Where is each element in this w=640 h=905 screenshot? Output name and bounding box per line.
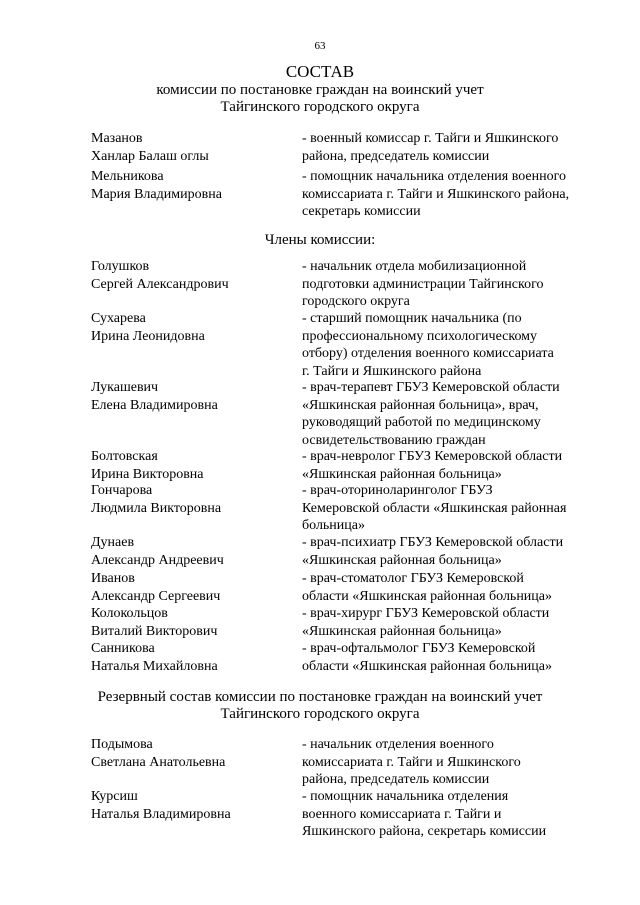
- person-name: [91, 448, 291, 483]
- person-surname: Дунаев: [91, 535, 135, 550]
- role-line: - врач-офтальмолог ГБУЗ Кемеровской: [302, 641, 536, 656]
- role-line: района, председатель комиссии: [302, 148, 490, 164]
- person-role: [302, 605, 602, 640]
- role-line: - начальник отдела мобилизационной: [302, 259, 527, 274]
- person-surname: Мазанов: [91, 131, 143, 146]
- person-name: [91, 605, 291, 640]
- role-line: больница»: [302, 518, 365, 534]
- person-name: [91, 310, 291, 345]
- subtitle-line: комиссии по постановке граждан на воинский учет: [156, 82, 484, 98]
- role-line: - врач-терапевт ГБУЗ Кемеровской области: [302, 380, 560, 395]
- person-role: [302, 258, 602, 311]
- role-line: военного комиссариата г. Тайги и: [302, 806, 502, 822]
- role-line: Яшкинского района, секретарь комиссии: [302, 824, 547, 840]
- person-given-name: Александр Сергеевич: [91, 588, 221, 604]
- person-name: [91, 788, 291, 823]
- person-role: [302, 482, 602, 535]
- person-role: [302, 640, 602, 675]
- role-line: комиссариата г. Тайги и Яшкинского района,: [302, 186, 570, 202]
- role-line: секретарь комиссии: [302, 204, 421, 220]
- role-line: освидетельствованию граждан: [302, 433, 486, 449]
- role-line: области «Яшкинская районная больница»: [302, 658, 553, 674]
- role-line: «Яшкинская районная больница»: [302, 623, 502, 639]
- role-line: - помощник начальника отделения военного: [302, 169, 566, 184]
- person-surname: Подымова: [91, 737, 153, 752]
- person-surname: Колокольцов: [91, 606, 168, 621]
- role-line: профессиональному психологическому: [302, 328, 538, 344]
- person-role: [302, 130, 602, 165]
- subtitle-line: Тайгинского городского округа: [220, 99, 420, 115]
- person-given-name: Ирина Викторовна: [91, 466, 204, 482]
- person-given-name: Елена Владимировна: [91, 397, 218, 413]
- person-given-name: Людмила Викторовна: [91, 500, 222, 516]
- role-line: района, председатель комиссии: [302, 772, 490, 788]
- role-line: области «Яшкинская районная больница»: [302, 588, 553, 604]
- person-role: [302, 534, 602, 569]
- role-line: руководящий работой по медицинскому: [302, 415, 541, 431]
- person-surname: Иванов: [91, 571, 135, 586]
- person-role: [302, 448, 602, 483]
- person-given-name: Наталья Владимировна: [91, 806, 231, 822]
- role-line: - врач-невролог ГБУЗ Кемеровской области: [302, 449, 563, 464]
- page-number: 63: [314, 40, 326, 52]
- person-surname: Мельникова: [91, 169, 164, 184]
- role-line: подготовки администрации Тайгинского: [302, 276, 544, 292]
- person-name: [91, 640, 291, 675]
- person-given-name: Виталий Викторович: [91, 623, 218, 639]
- person-role: [302, 168, 602, 221]
- role-line: - врач-оториноларинголог ГБУЗ: [302, 483, 493, 498]
- person-role: [302, 570, 602, 605]
- person-role: [302, 736, 602, 789]
- person-surname: Лукашевич: [91, 380, 159, 395]
- person-name: [91, 168, 291, 203]
- person-surname: Голушков: [91, 259, 150, 274]
- person-surname: Гончарова: [91, 483, 153, 498]
- role-line: «Яшкинская районная больница»: [302, 466, 502, 482]
- person-given-name: Сергей Александрович: [91, 276, 229, 292]
- person-role: [302, 310, 602, 381]
- document-subtitle: [0, 82, 640, 116]
- person-given-name: Александр Андреевич: [91, 552, 224, 568]
- role-line: комиссариата г. Тайги и Яшкинского: [302, 754, 521, 770]
- person-name: [91, 130, 291, 165]
- person-surname: Санникова: [91, 641, 155, 656]
- person-given-name: Ирина Леонидовна: [91, 328, 205, 344]
- document-title: СОСТАВ: [285, 62, 355, 81]
- role-line: - врач-хирург ГБУЗ Кемеровской области: [302, 606, 550, 621]
- person-given-name: Светлана Анатольевна: [91, 754, 226, 770]
- role-line: «Яшкинская районная больница», врач,: [302, 397, 539, 413]
- person-name: [91, 482, 291, 517]
- role-line: - врач-стоматолог ГБУЗ Кемеровской: [302, 571, 524, 586]
- person-given-name: Ханлар Балаш оглы: [91, 148, 209, 164]
- person-role: [302, 379, 602, 450]
- person-role: [302, 788, 602, 841]
- person-name: [91, 534, 291, 569]
- role-line: - помощник начальника отделения: [302, 789, 509, 804]
- role-line: «Яшкинская районная больница»: [302, 552, 502, 568]
- reserve-heading: [0, 689, 640, 723]
- role-line: городского округа: [302, 294, 410, 310]
- role-line: г. Тайги и Яшкинского района: [302, 364, 482, 380]
- role-line: - начальник отделения военного: [302, 737, 494, 752]
- person-given-name: Мария Владимировна: [91, 186, 222, 202]
- person-name: [91, 570, 291, 605]
- person-name: [91, 379, 291, 414]
- role-line: Кемеровской области «Яшкинская районная: [302, 500, 567, 516]
- person-surname: Сухарева: [91, 311, 146, 326]
- person-name: [91, 258, 291, 293]
- role-line: - военный комиссар г. Тайги и Яшкинского: [302, 131, 559, 146]
- person-given-name: Наталья Михайловна: [91, 658, 218, 674]
- reserve-heading-line: Тайгинского городского округа: [220, 706, 420, 722]
- person-name: [91, 736, 291, 771]
- person-surname: Курсиш: [91, 789, 138, 804]
- role-line: отбору) отделения военного комиссариата: [302, 346, 554, 362]
- reserve-heading-line: Резервный состав комиссии по постановке граждан на воинский учет: [97, 689, 543, 705]
- role-line: - старший помощник начальника (по: [302, 311, 522, 326]
- members-heading: Члены комиссии:: [264, 232, 376, 248]
- role-line: - врач-психиатр ГБУЗ Кемеровской области: [302, 535, 564, 550]
- person-surname: Болтовская: [91, 449, 158, 464]
